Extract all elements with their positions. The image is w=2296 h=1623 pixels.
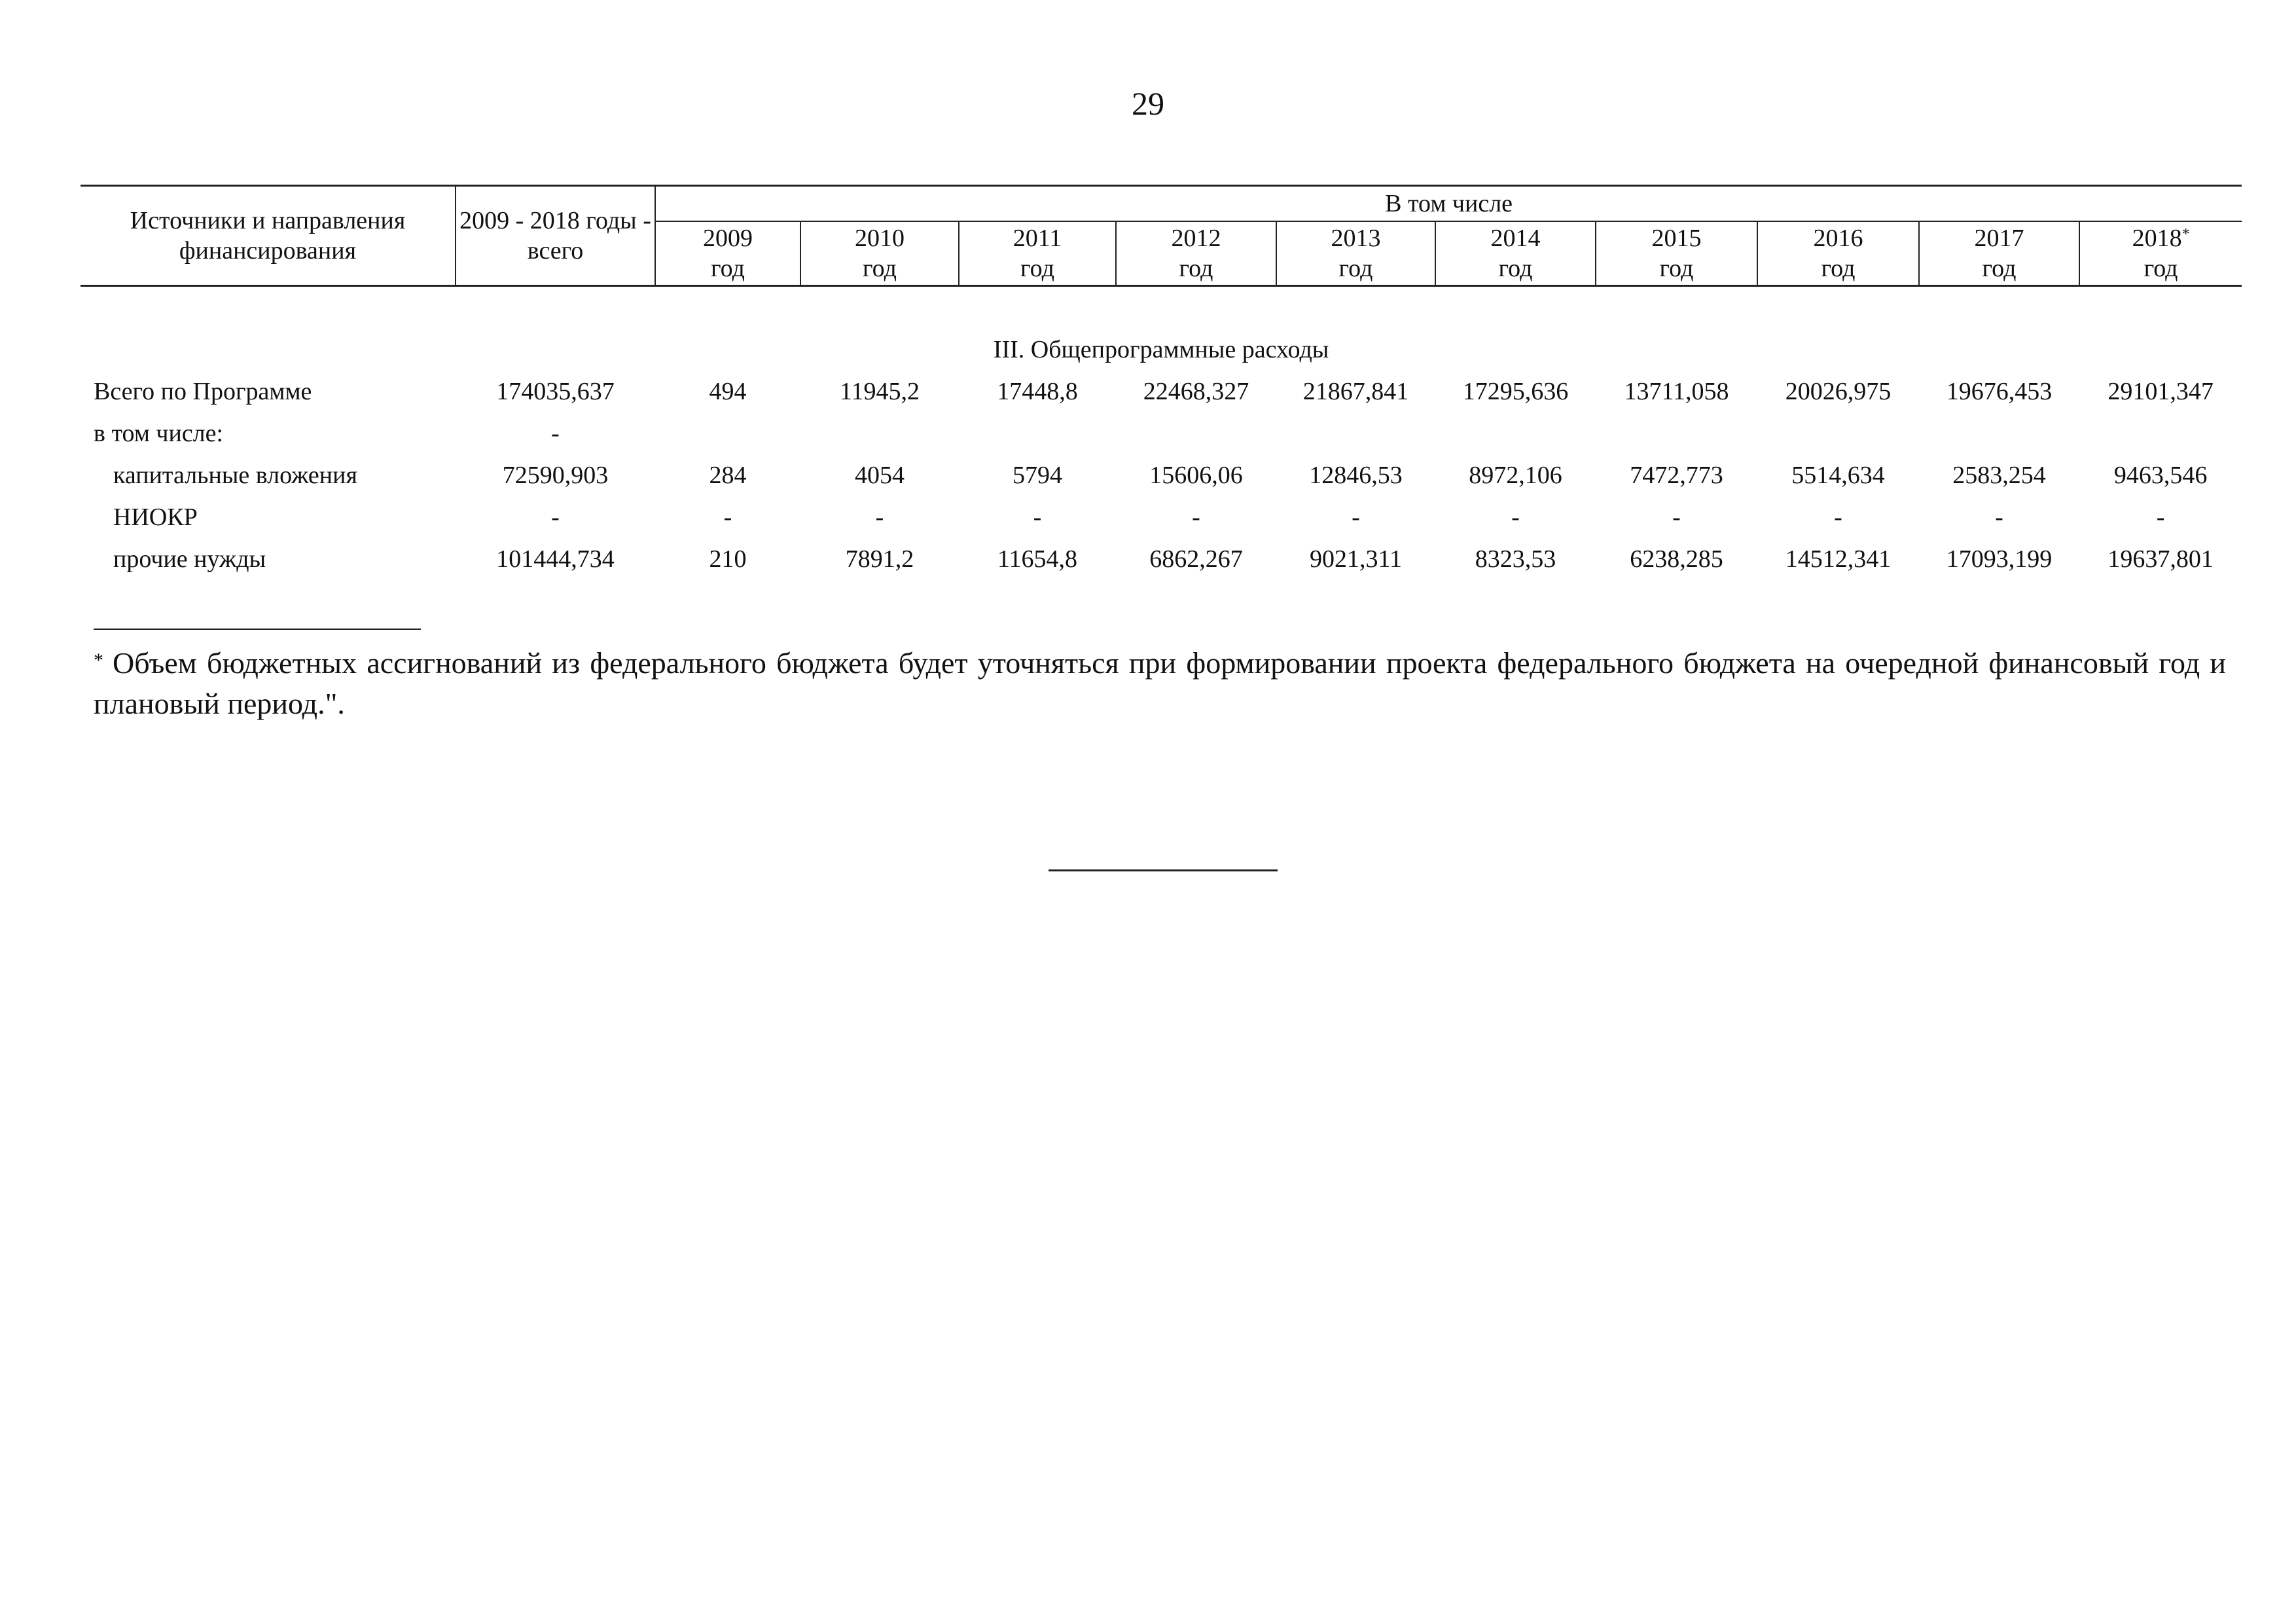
footnote (94, 643, 2226, 724)
header-year-number (801, 223, 958, 253)
row-value-2010: 11945,2 (839, 378, 920, 405)
row-value-2018: 9463,546 (2113, 462, 2208, 489)
header-year-number-text: 2011 (1013, 225, 1062, 252)
header-total-column: 2009 - 2018 годы - всего (456, 186, 655, 286)
row-value-2016: 5514,634 (1791, 462, 1885, 489)
header-year-number (1277, 223, 1435, 253)
header-year-2013 (1276, 221, 1435, 286)
row-value-2014: - (1511, 503, 1520, 531)
row-value-2015: - (1672, 503, 1681, 531)
header-year-2015 (1596, 221, 1757, 286)
row-value-2014: 8972,106 (1469, 462, 1562, 489)
header-year-2011 (959, 221, 1116, 286)
header-year-number-text: 2009 (703, 225, 753, 252)
row-value-2010: - (875, 503, 884, 531)
header-year-number-text: 2014 (1490, 225, 1541, 252)
table-row (81, 454, 2242, 496)
header-year-number (2080, 223, 2242, 253)
row-value-2011: 11654,8 (997, 545, 1078, 573)
header-year-number (1596, 223, 1757, 253)
section-row (81, 329, 2242, 371)
footnote-rule (94, 629, 421, 630)
row-value-2015: 13711,058 (1624, 378, 1729, 405)
row-value-2017 (1919, 412, 2079, 454)
row-value-2017: 2583,254 (1952, 462, 2046, 489)
row-value-2013: 9021,311 (1309, 545, 1403, 573)
header-year-unit: год (1338, 255, 1373, 282)
header-including: В том числе (655, 186, 2242, 222)
table-row (81, 538, 2242, 580)
header-year-number-text: 2018 (2132, 225, 2182, 252)
row-value-2018: 29101,347 (2108, 378, 2214, 405)
row-label: капитальные вложения (113, 462, 357, 489)
header-year-unit: год (1498, 255, 1533, 282)
row-label: прочие нужды (113, 545, 266, 573)
row-value-2011: 5794 (1013, 462, 1062, 489)
section-title: III. Общепрограммные расходы (993, 336, 1329, 363)
row-value-2013: - (1352, 503, 1360, 531)
row-value-2009 (655, 412, 800, 454)
end-of-page-rule (1049, 869, 1278, 871)
row-value-2018: - (2156, 503, 2165, 531)
row-value-2012: 22468,327 (1143, 378, 1249, 405)
header-year-number (656, 223, 800, 253)
row-total: 101444,734 (496, 545, 615, 573)
header-year-2016 (1757, 221, 1919, 286)
row-value-2012 (1116, 412, 1276, 454)
row-total: 72590,903 (502, 462, 609, 489)
row-value-2013 (1276, 412, 1435, 454)
header-year-unit: год (1821, 255, 1856, 282)
row-total: 174035,637 (496, 378, 615, 405)
header-year-unit: год (711, 255, 745, 282)
header-year-2014 (1435, 221, 1596, 286)
row-value-2016: 14512,341 (1785, 545, 1892, 573)
row-value-2012: 15606,06 (1149, 462, 1243, 489)
footnote-reference-mark: * (2181, 226, 2190, 243)
row-value-2018: 19637,801 (2108, 545, 2214, 573)
financing-table (81, 185, 2242, 580)
row-value-2017: 17093,199 (1946, 545, 2053, 573)
row-value-2010: 4054 (855, 462, 905, 489)
table-row (81, 371, 2242, 412)
row-value-2014 (1435, 412, 1596, 454)
header-year-2018 (2079, 221, 2242, 286)
row-value-2012: - (1192, 503, 1200, 531)
header-year-unit: год (1179, 255, 1213, 282)
row-value-2016: 20026,975 (1785, 378, 1892, 405)
row-value-2011 (959, 412, 1116, 454)
row-value-2010 (800, 412, 959, 454)
header-year-number-text: 2015 (1651, 225, 1702, 252)
row-value-2009: 210 (709, 545, 747, 573)
footnote-mark: * (94, 649, 103, 671)
header-year-unit: год (1659, 255, 1694, 282)
row-value-2015 (1596, 412, 1757, 454)
row-value-2015: 7472,773 (1630, 462, 1723, 489)
row-value-2014: 8323,53 (1475, 545, 1556, 573)
row-value-2016 (1757, 412, 1919, 454)
row-value-2017: - (1995, 503, 2003, 531)
header-year-unit: год (2144, 255, 2178, 282)
row-label: в том числе: (94, 420, 224, 447)
header-source-column: Источники и направления финансирования (81, 186, 456, 286)
row-total: - (551, 503, 560, 531)
header-year-number-text: 2012 (1171, 225, 1221, 252)
row-value-2010: 7891,2 (845, 545, 914, 573)
header-year-number-text: 2013 (1331, 225, 1381, 252)
row-value-2017: 19676,453 (1946, 378, 2053, 405)
footnote-text: Объем бюджетных ассигнований из федерального бюджета будет уточняться при формировании проекта федерального бюджета на очередной финансовый год и плановый период.". (94, 646, 2226, 720)
table-row (81, 496, 2242, 538)
row-total: - (551, 420, 560, 447)
header-year-2017 (1919, 221, 2079, 286)
row-value-2009: 494 (709, 378, 747, 405)
header-year-number (1758, 223, 1918, 253)
row-value-2014: 17295,636 (1462, 378, 1569, 405)
table-body (81, 286, 2242, 581)
row-value-2009: - (723, 503, 732, 531)
header-year-unit: год (1020, 255, 1054, 282)
row-label: Всего по Программе (94, 378, 312, 405)
header-year-number (1436, 223, 1595, 253)
header-year-2012 (1116, 221, 1276, 286)
header-year-2009 (655, 221, 800, 286)
row-value-2013: 21867,841 (1302, 378, 1409, 405)
row-value-2018 (2079, 412, 2242, 454)
row-value-2016: - (1834, 503, 1842, 531)
header-year-number (1920, 223, 2079, 253)
row-value-2013: 12846,53 (1309, 462, 1403, 489)
page-number: 29 (1132, 85, 1164, 122)
table-row (81, 412, 2242, 454)
header-year-number-text: 2010 (855, 225, 905, 252)
header-year-unit: год (863, 255, 897, 282)
row-value-2009: 284 (709, 462, 747, 489)
header-year-unit: год (1982, 255, 2017, 282)
header-year-number-text: 2016 (1813, 225, 1863, 252)
header-year-number (960, 223, 1115, 253)
row-value-2015: 6238,285 (1630, 545, 1723, 573)
row-value-2011: - (1033, 503, 1042, 531)
header-year-number-text: 2017 (1974, 225, 2024, 252)
row-label: НИОКР (113, 503, 198, 531)
header-year-number (1117, 223, 1276, 253)
header-year-2010 (800, 221, 959, 286)
row-value-2011: 17448,8 (997, 378, 1078, 405)
row-value-2012: 6862,267 (1149, 545, 1243, 573)
